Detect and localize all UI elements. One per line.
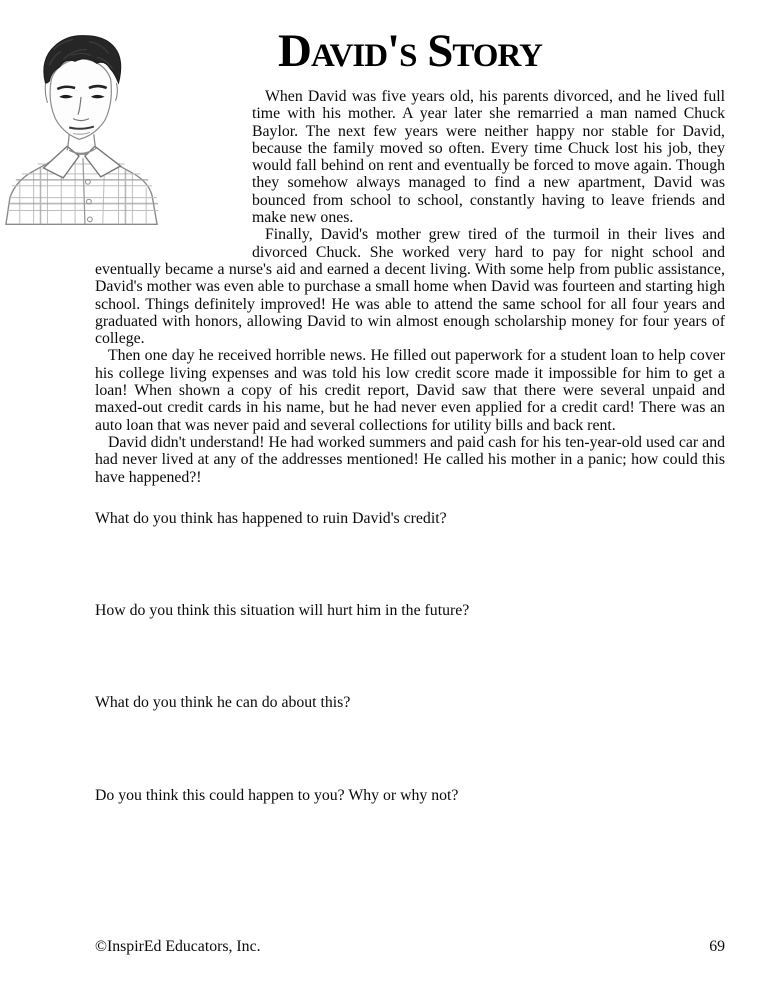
worksheet-content: [95, 25, 725, 879]
text-wrap-spacer: [95, 88, 252, 252]
story-paragraph-2: Finally, David's mother grew tired of the turmoil in their lives and divorced Chuck. She worked very hard to pay for night school and eventually became a nurse's aid and earned a decent living. With some help from public assistance, David's mother was even able to purchase a small home when David was fourteen and starting high school. Things definitely improved! He was able to attend the same school for all four years and graduated with honors, allowing David to win almost enough scholarship money for four years of college.: [95, 226, 725, 348]
question-4: Do you think this could happen to you? Why or why not?: [95, 786, 459, 804]
page-number: 69: [709, 937, 725, 955]
question-3: What do you think he can do about this?: [95, 694, 351, 712]
page-title: David's Story: [278, 25, 542, 77]
story-paragraph-3: Then one day he received horrible news. He filled out paperwork for a student loan to help cover his college living expenses and was told his low credit score made it impossible for him to get a loan! When shown a copy of his credit report, David saw that there were several unpaid and maxed-out credit cards in his name, but he had never even applied for a credit card! There was an auto loan that was never paid and several collections for utility bills and back rent.: [95, 347, 725, 434]
copyright-text: ©InspirEd Educators, Inc.: [95, 937, 261, 955]
question-2: How do you think this situation will hurt him in the future?: [95, 602, 470, 620]
question-1: What do you think has happened to ruin David's credit?: [95, 509, 447, 527]
story-paragraph-4: David didn't understand! He had worked summers and paid cash for his ten-year-old used car and had never lived at any of the addresses mentioned! He called his mother in a panic; how could this have happened?!: [95, 433, 725, 486]
page-footer: [95, 938, 725, 955]
story-paragraph-1: [95, 88, 725, 226]
story-paragraph-1-text: When David was five years old, his parents divorced, and he lived full time with his mother. A year later she remarried a man named Chuck Baylor. The next few years were neither happy nor stable for David, because the family moved so often. Every time Chuck lost his job, they would fall behind on rent and eventually be forced to move again. Though they somehow always managed to find a new apartment, David was bounced from school to school, constantly having to leave friends and make new ones.: [252, 88, 725, 227]
